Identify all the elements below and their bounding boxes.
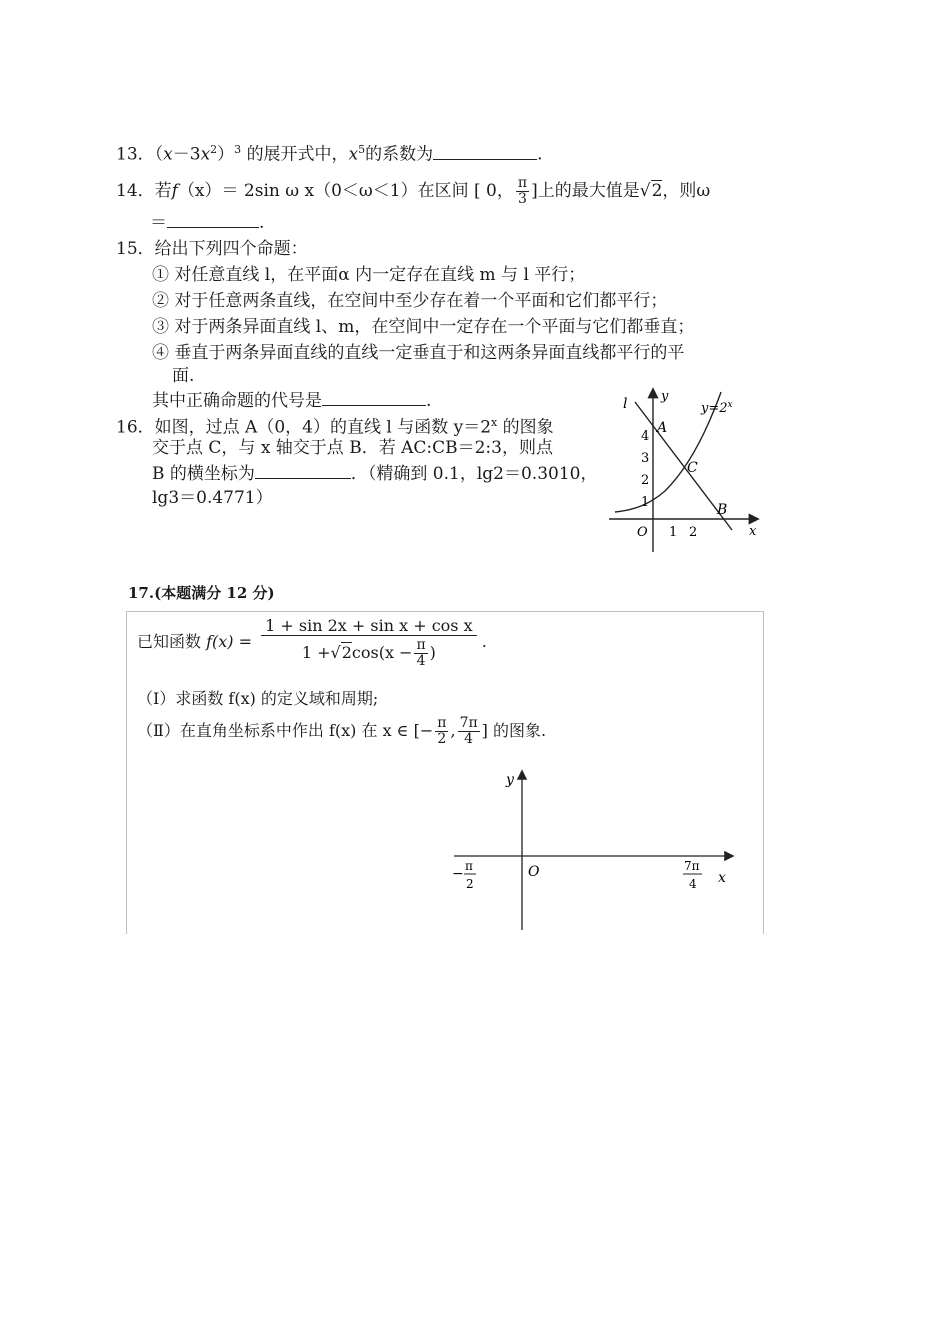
origin-label: O — [528, 864, 540, 880]
origin-label: O — [637, 525, 648, 540]
left-bound-den: 2 — [466, 877, 474, 891]
right-bound-den: 4 — [689, 877, 697, 891]
q15-item-1: ① 对任意直线 l，在平面α 内一定存在直线 m 与 l 平行； — [152, 265, 586, 285]
q17-fraction: 1 + sin 2x + sin x + cos x 1 +√2cos(x − $\frac{\pi}{4}$ ) — [261, 616, 477, 669]
left-bound-num: π — [465, 859, 473, 873]
func-label: $y=2^x$ — [701, 400, 733, 416]
x-axis-label: x — [749, 524, 757, 539]
figure-16-graph — [605, 384, 765, 556]
q17-part-2: （Ⅱ）在直角坐标系中作出 f(x) 在 x ∈ [− $\frac{\pi}{2}$ , $\frac{7\pi}{4}$ ] 的图象. — [137, 715, 547, 747]
q17-part-1: （Ⅰ）求函数 f(x) 的定义域和周期; — [137, 689, 379, 708]
question-16-l2: 交于点 C，与 x 轴交于点 B．若 AC:CB＝2:3，则点 — [152, 438, 553, 458]
question-14: 14．若f（x）＝ 2sin ω x（0＜ω＜1）在区间 [ 0， $\frac{\pi}{3}$ ]上的最大值是√2，则ω — [116, 175, 711, 207]
y-tick-3: 3 — [641, 451, 650, 466]
q15-answer: 其中正确命题的代号是 . — [152, 391, 432, 411]
y-tick-4: 4 — [641, 429, 650, 444]
y-tick-1: 1 — [641, 495, 650, 510]
answer-blank-13 — [433, 143, 537, 160]
q17-function-definition: 已知函数 f(x) = 1 + sin 2x + sin x + cos x 1 +√2cos(x − $\frac{\pi}{4}$ ) . — [137, 616, 487, 669]
point-C-label: C — [687, 460, 698, 476]
y-tick-2: 2 — [641, 473, 650, 488]
question-16: 16．如图，过点 A（0，4）的直线 l 与函数 $y=2^x$ 的图象 — [116, 416, 554, 438]
answer-blank-15 — [322, 389, 426, 406]
answer-blank-16 — [255, 462, 351, 479]
y-axis-label: y — [661, 389, 669, 404]
fraction-pi-3: $\frac{\pi}{3}$ — [517, 175, 528, 207]
point-B-label: B — [717, 502, 728, 518]
line-l-label: l — [623, 396, 628, 412]
x-tick-2: 2 — [689, 525, 698, 540]
question-17-header: 17.(本题满分 12 分) — [128, 584, 275, 602]
question-16-l3: B 的横坐标为 ．（精确到 0.1，lg2＝0.3010， — [152, 464, 598, 484]
q15-item-2: ② 对于任意两条直线，在空间中至少存在着一个平面和它们都平行； — [152, 291, 668, 311]
question-16-l4: lg3＝0.4771） — [152, 488, 273, 508]
left-bound-sign: − — [452, 866, 464, 882]
question-15-title: 15．给出下列四个命题： — [116, 239, 308, 259]
question-13: 13．$(x-3x^2)^3$ 的展开式中，$x^5$的系数为 . — [116, 143, 543, 165]
x-tick-1: 1 — [669, 525, 678, 540]
x-axis-label: x — [718, 870, 726, 886]
figure-17-axes — [440, 764, 740, 932]
point-A-label: A — [657, 420, 668, 436]
question-14-cont: ＝ . — [150, 213, 265, 233]
right-bound-num: 7π — [684, 859, 700, 873]
q15-item-4: ④ 垂直于两条异面直线的直线一定垂直于和这两条异面直线都平行的平 — [152, 343, 685, 363]
y-axis-label: y — [506, 772, 514, 788]
q15-item-4-cont: 面. — [172, 366, 195, 386]
answer-blank-14 — [167, 211, 259, 228]
q15-item-3: ③ 对于两条异面直线 l、m，在空间中一定存在一个平面与它们都垂直； — [152, 317, 695, 337]
